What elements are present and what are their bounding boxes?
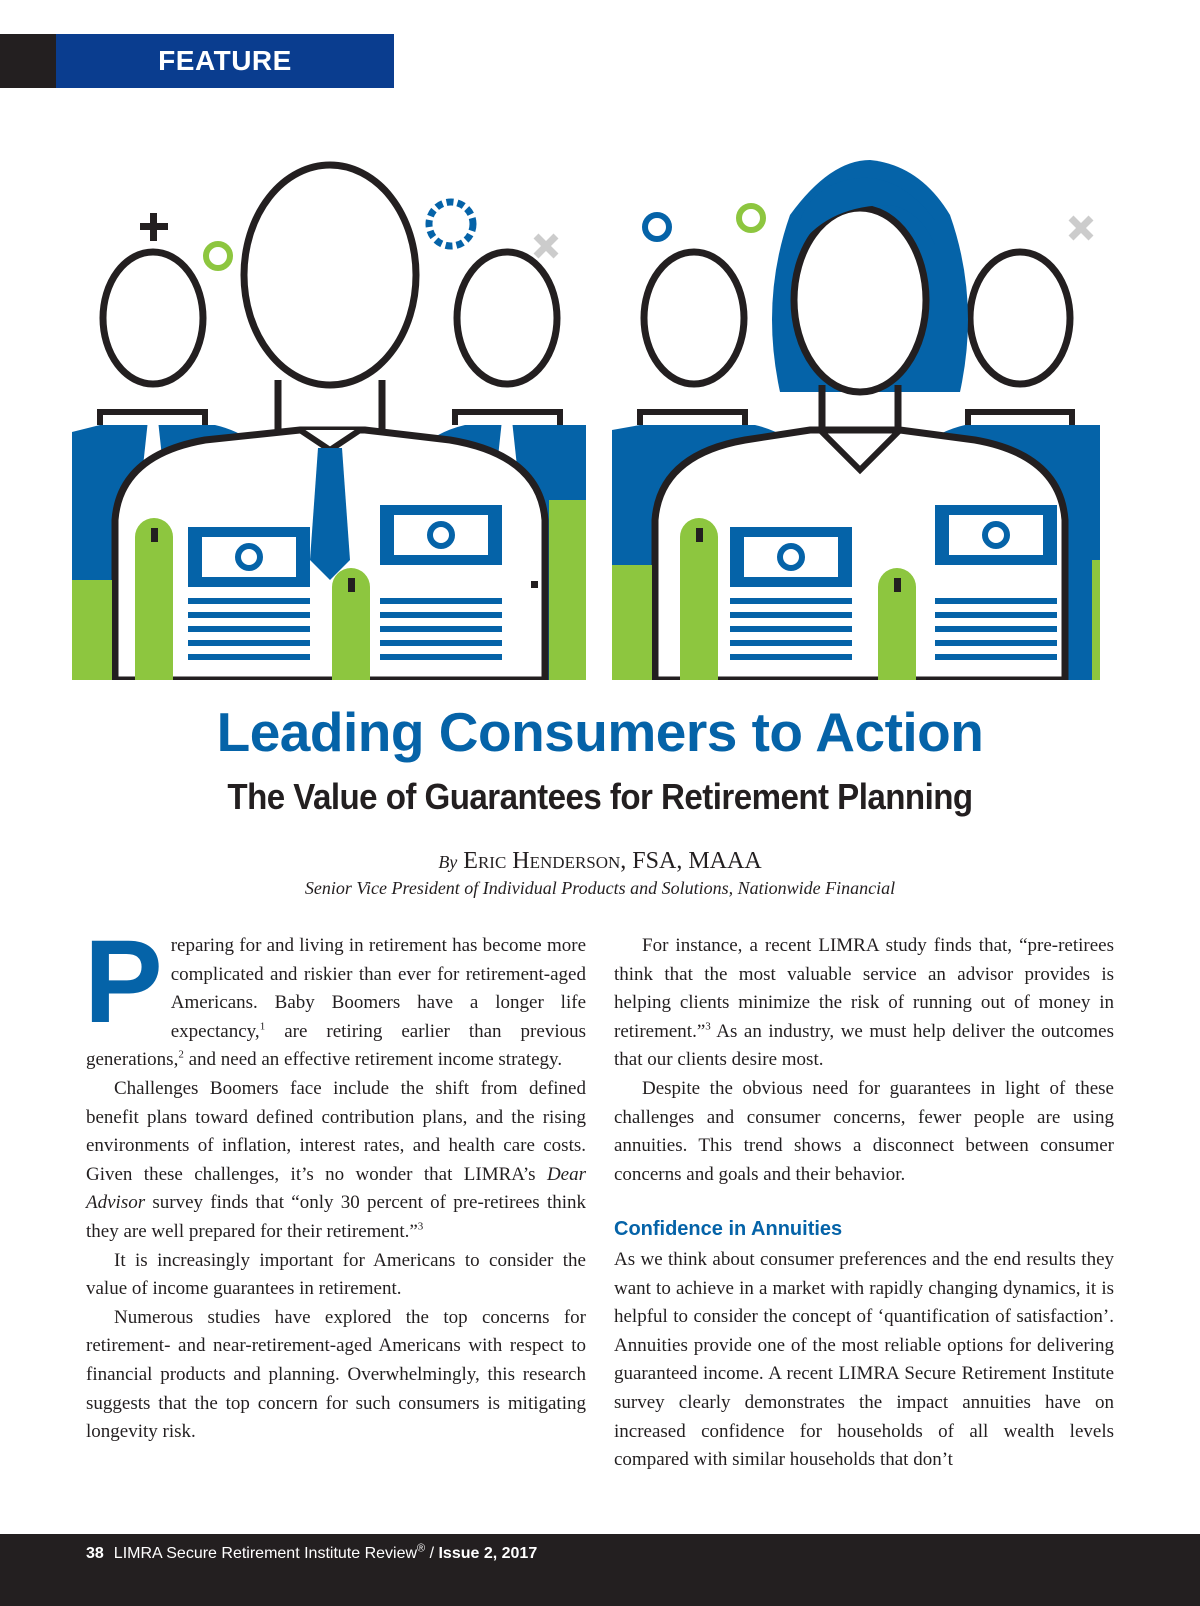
body-column-left — [84, 916, 586, 1447]
page-number: 38 — [86, 1545, 104, 1562]
article-subtitle: The Value of Guarantees for Retirement Planning — [227, 776, 973, 817]
hero-illustration — [0, 0, 1200, 690]
paragraph: Preparing for and living in retirement has become more complicated and riskier than ever for retirement-aged Americans. Baby Boomers have a longer life expectancy,$^1$ are retiring earlier than previous generations,$^2$ and need an effective retirement income strategy. — [84, 916, 586, 1071]
drop-cap: P — [84, 916, 163, 1048]
footnote-ref: 3 — [417, 1220, 424, 1233]
section-tab-label: FEATURE — [158, 45, 292, 76]
paragraph: For instance, a recent LIMRA study finds that, “pre-retirees think that the most valuable service an advisor provides is helping clients minimize the risk of running out of money in retirement.”$^3$ As an industry, we must help deliver the outcomes that our clients desire most. — [614, 935, 1114, 1071]
byline — [0, 848, 1200, 875]
issue-label: Issue 2, 2017 — [438, 1545, 538, 1562]
ring-icon — [645, 215, 669, 239]
author-name: Eric Henderson, FSA, MAAA — [463, 848, 762, 874]
paragraph: Numerous studies have explored the top concerns for retirement- and near-retirement-aged Americans with respect to financial products and planning. Overwhelmingly, this research suggests that the top concern for such consumers is mitigating longevity risk. — [86, 1306, 586, 1443]
ring-icon — [429, 202, 473, 246]
footnote-ref: 1 — [259, 1020, 266, 1033]
publication-name: LIMRA Secure Retirement Institute Review — [113, 1545, 418, 1562]
x-icon — [1071, 218, 1091, 238]
author-affiliation: Senior Vice President of Individual Products and Solutions, Nationwide Financial — [304, 878, 896, 898]
registered-mark: ® — [417, 1542, 426, 1555]
x-icon — [536, 236, 556, 256]
section-heading: Confidence in Annuities — [614, 1218, 843, 1241]
ring-icon — [206, 244, 230, 268]
paragraph: Challenges Boomers face include the shift from defined benefit plans toward defined contribution plans, and the rising environments of inflation, interest rates, and health care costs. Given these challenges, it’s no wonder that LIMRA’s Dear Advisor survey finds that “only 30 percent of pre-retirees think they are well prepared for their retirement.”$^3$ — [86, 1077, 586, 1242]
plus-icon — [140, 213, 168, 241]
ring-icon — [739, 206, 763, 230]
paragraph: As we think about consumer preferences and the end results they want to achieve in a market with rapidly changing dynamics, it is helpful to consider the concept of ‘quantification of satisfaction’. Annuities provide one of the most reliable options for delivering guaranteed income. A recent LIMRA Secure Retirement Institute survey clearly demonstrates the impact annuities have on increased confidence for households of all wealth levels compared with similar households that don’t — [614, 1248, 1114, 1471]
footnote-ref: 3 — [705, 1020, 711, 1033]
publication-title: Dear Advisor — [86, 1163, 586, 1214]
article-title: Leading Consumers to Action — [216, 701, 984, 763]
footer-separator: / — [425, 1545, 439, 1562]
paragraph: Despite the obvious need for guarantees in light of these challenges and consumer concerns, fewer people are using annuities. This trend shows a disconnect between consumer concerns and goals and their behavior. — [614, 1077, 1114, 1185]
byline-prefix: By — [438, 852, 458, 872]
body-column-right — [614, 932, 1114, 1475]
paragraph: It is increasingly important for Americans to consider the value of income guarantees in retirement. — [86, 1249, 586, 1300]
footer-text — [86, 1542, 538, 1563]
footnote-ref: 2 — [178, 1049, 184, 1062]
